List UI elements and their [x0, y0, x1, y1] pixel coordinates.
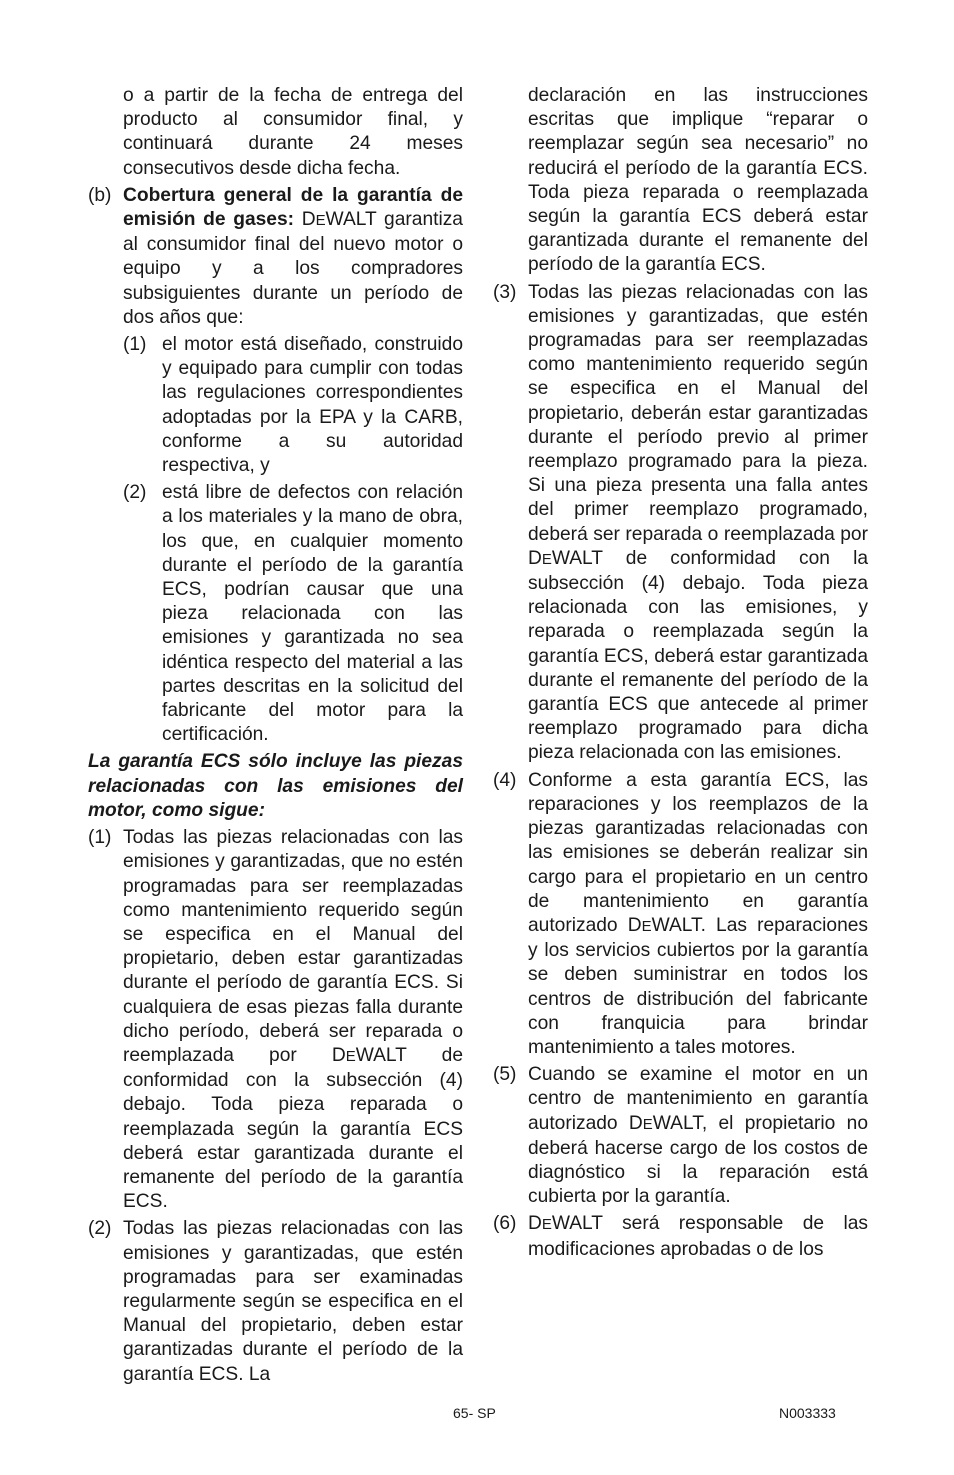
brand-name: DEWALT — [627, 914, 701, 936]
intro-paragraph: o a partir de la fecha de entrega del producto al consumidor final, y continuará durante 24 meses consecutivos desde dicha fecha. — [123, 85, 463, 179]
list-item-text: Todas las piezas relacionadas con las emisiones y garantizadas, que estén programadas para ser examinadas regularmente según se especifica en el Manual del propietario, deben estar garantizadas durante el período de la garantía ECS. La — [123, 1218, 463, 1385]
list-item-body: Conforme a esta garantía ECS, las reparaciones y los reemplazos de la piezas garantizadas relacionadas con las emisiones se deberán realizar sin cargo para el propietario en un centro de mantenimiento en garantía autorizado DEWALT. Las reparaciones y los servicios cubiertos por la garantía se deben suministrar en todos los centros de distribución del fabricante con franquicia para brindar mantenimiento a tales motores. — [528, 769, 869, 1058]
list-item-1 — [88, 826, 463, 1214]
brand-name: DEWALT — [528, 1213, 603, 1235]
list-marker: (1) — [88, 827, 112, 849]
list-item-text: garantiza al consumidor final del nuevo motor o equipo y a los compradores subsiguientes durante un período de dos años que: — [123, 209, 463, 328]
list-item-b — [88, 184, 463, 330]
list-item-b2 — [123, 481, 463, 747]
left-column — [88, 84, 463, 1390]
list-item-5 — [493, 1063, 868, 1209]
page-number: 65- SP — [453, 1405, 496, 1421]
list-marker: (2) — [123, 482, 147, 504]
right-column — [493, 84, 868, 1265]
list-item-4 — [493, 769, 868, 1060]
section-title: Cobertura general de la garantía de emisión de gases: — [123, 184, 463, 231]
continued-paragraph: declaración en las instrucciones escritas que implique “reparar o reemplazar según sea necesario” no reducirá el período de la garantía ECS. Toda pieza reparada o reemplazada según la garantía ECS deberá estar garantizada durante el remanente del período de la garantía ECS. — [528, 85, 868, 276]
list-marker: (2) — [88, 1218, 112, 1240]
list-item-body: Todas las piezas relacionadas con las emisiones y garantizadas, que no estén programadas para ser reemplazadas como mantenimiento requerido según se especifica en el Manual del propietario, deben estar garantizadas durante el período de garantía ECS. Si cualquiera de esas piezas falla durante dicho período, deberá ser reparada o reemplazada por DEWALT de conformidad con la subsección (4) debajo. Toda pieza reparada o reemplazada según la garantía ECS deberá estar garantizada durante el remanente del período de la garantía ECS. — [123, 827, 463, 1213]
list-marker: (4) — [493, 769, 517, 791]
brand-name: DEWALT — [528, 547, 603, 569]
list-item-text: está libre de defectos con relación a los materiales y la mano de obra, los que, en cualquier momento durante el período de la garantía ECS, podrían causar que una pieza relacionada con las emisiones y garantizada no sea idéntica respecto del material a las partes descritas en la solicitud del fabricante del motor para la certificación. — [162, 482, 463, 746]
brand-name: DEWALT — [331, 1044, 407, 1066]
section-heading: La garantía ECS sólo incluye las piezas relacionadas con las emisiones del motor, como sigue: — [88, 751, 463, 821]
list-item-b1 — [123, 333, 463, 478]
list-marker: (3) — [493, 281, 517, 303]
list-item-text: el motor está diseñado, construido y equipado para cumplir con todas las regulaciones correspondientes adoptadas por la EPA y la CARB, conforme a su autoridad respectiva, y — [162, 334, 463, 477]
list-item-2 — [88, 1217, 463, 1386]
document-code: N003333 — [779, 1405, 836, 1421]
list-item-body — [123, 184, 463, 330]
list-marker: (1) — [123, 334, 147, 356]
list-marker: (b) — [88, 184, 112, 206]
list-item-3 — [493, 281, 868, 766]
list-item-body: Todas las piezas relacionadas con las emisiones y garantizadas, que estén programadas para ser reemplazadas como mantenimiento requerido según se especifica en el Manual del propietario, deberán estar garantizadas durante el período previo al primer reemplazo programado para la pieza. Si una pieza presenta una falla antes del primer reemplazo programado, deberá ser reparada o reemplazada por DEWALT de conformidad con la subsección (4) debajo. Toda pieza relacionada con las emisiones, y reparada o reemplazada según la garantía ECS, deberá estar garantizada durante el remanente del período de la garantía ECS que antecede al primer reemplazo programado para dicha pieza relacionada con las emisiones. — [528, 281, 868, 764]
brand-name: DEWALT — [301, 209, 377, 231]
brand-name: DEWALT — [628, 1112, 702, 1134]
list-item-body: DEWALT será responsable de las modificaciones aprobadas o de los — [528, 1213, 868, 1260]
list-item-body: Cuando se examine el motor en un centro de mantenimiento en garantía autorizado DEWALT, el propietario no deberá hacerse cargo de los costos de diagnóstico si la reparación está cubierta por la garantía. — [528, 1064, 869, 1208]
list-item-6 — [493, 1212, 868, 1261]
list-marker: (6) — [493, 1213, 517, 1235]
list-marker: (5) — [493, 1064, 517, 1086]
